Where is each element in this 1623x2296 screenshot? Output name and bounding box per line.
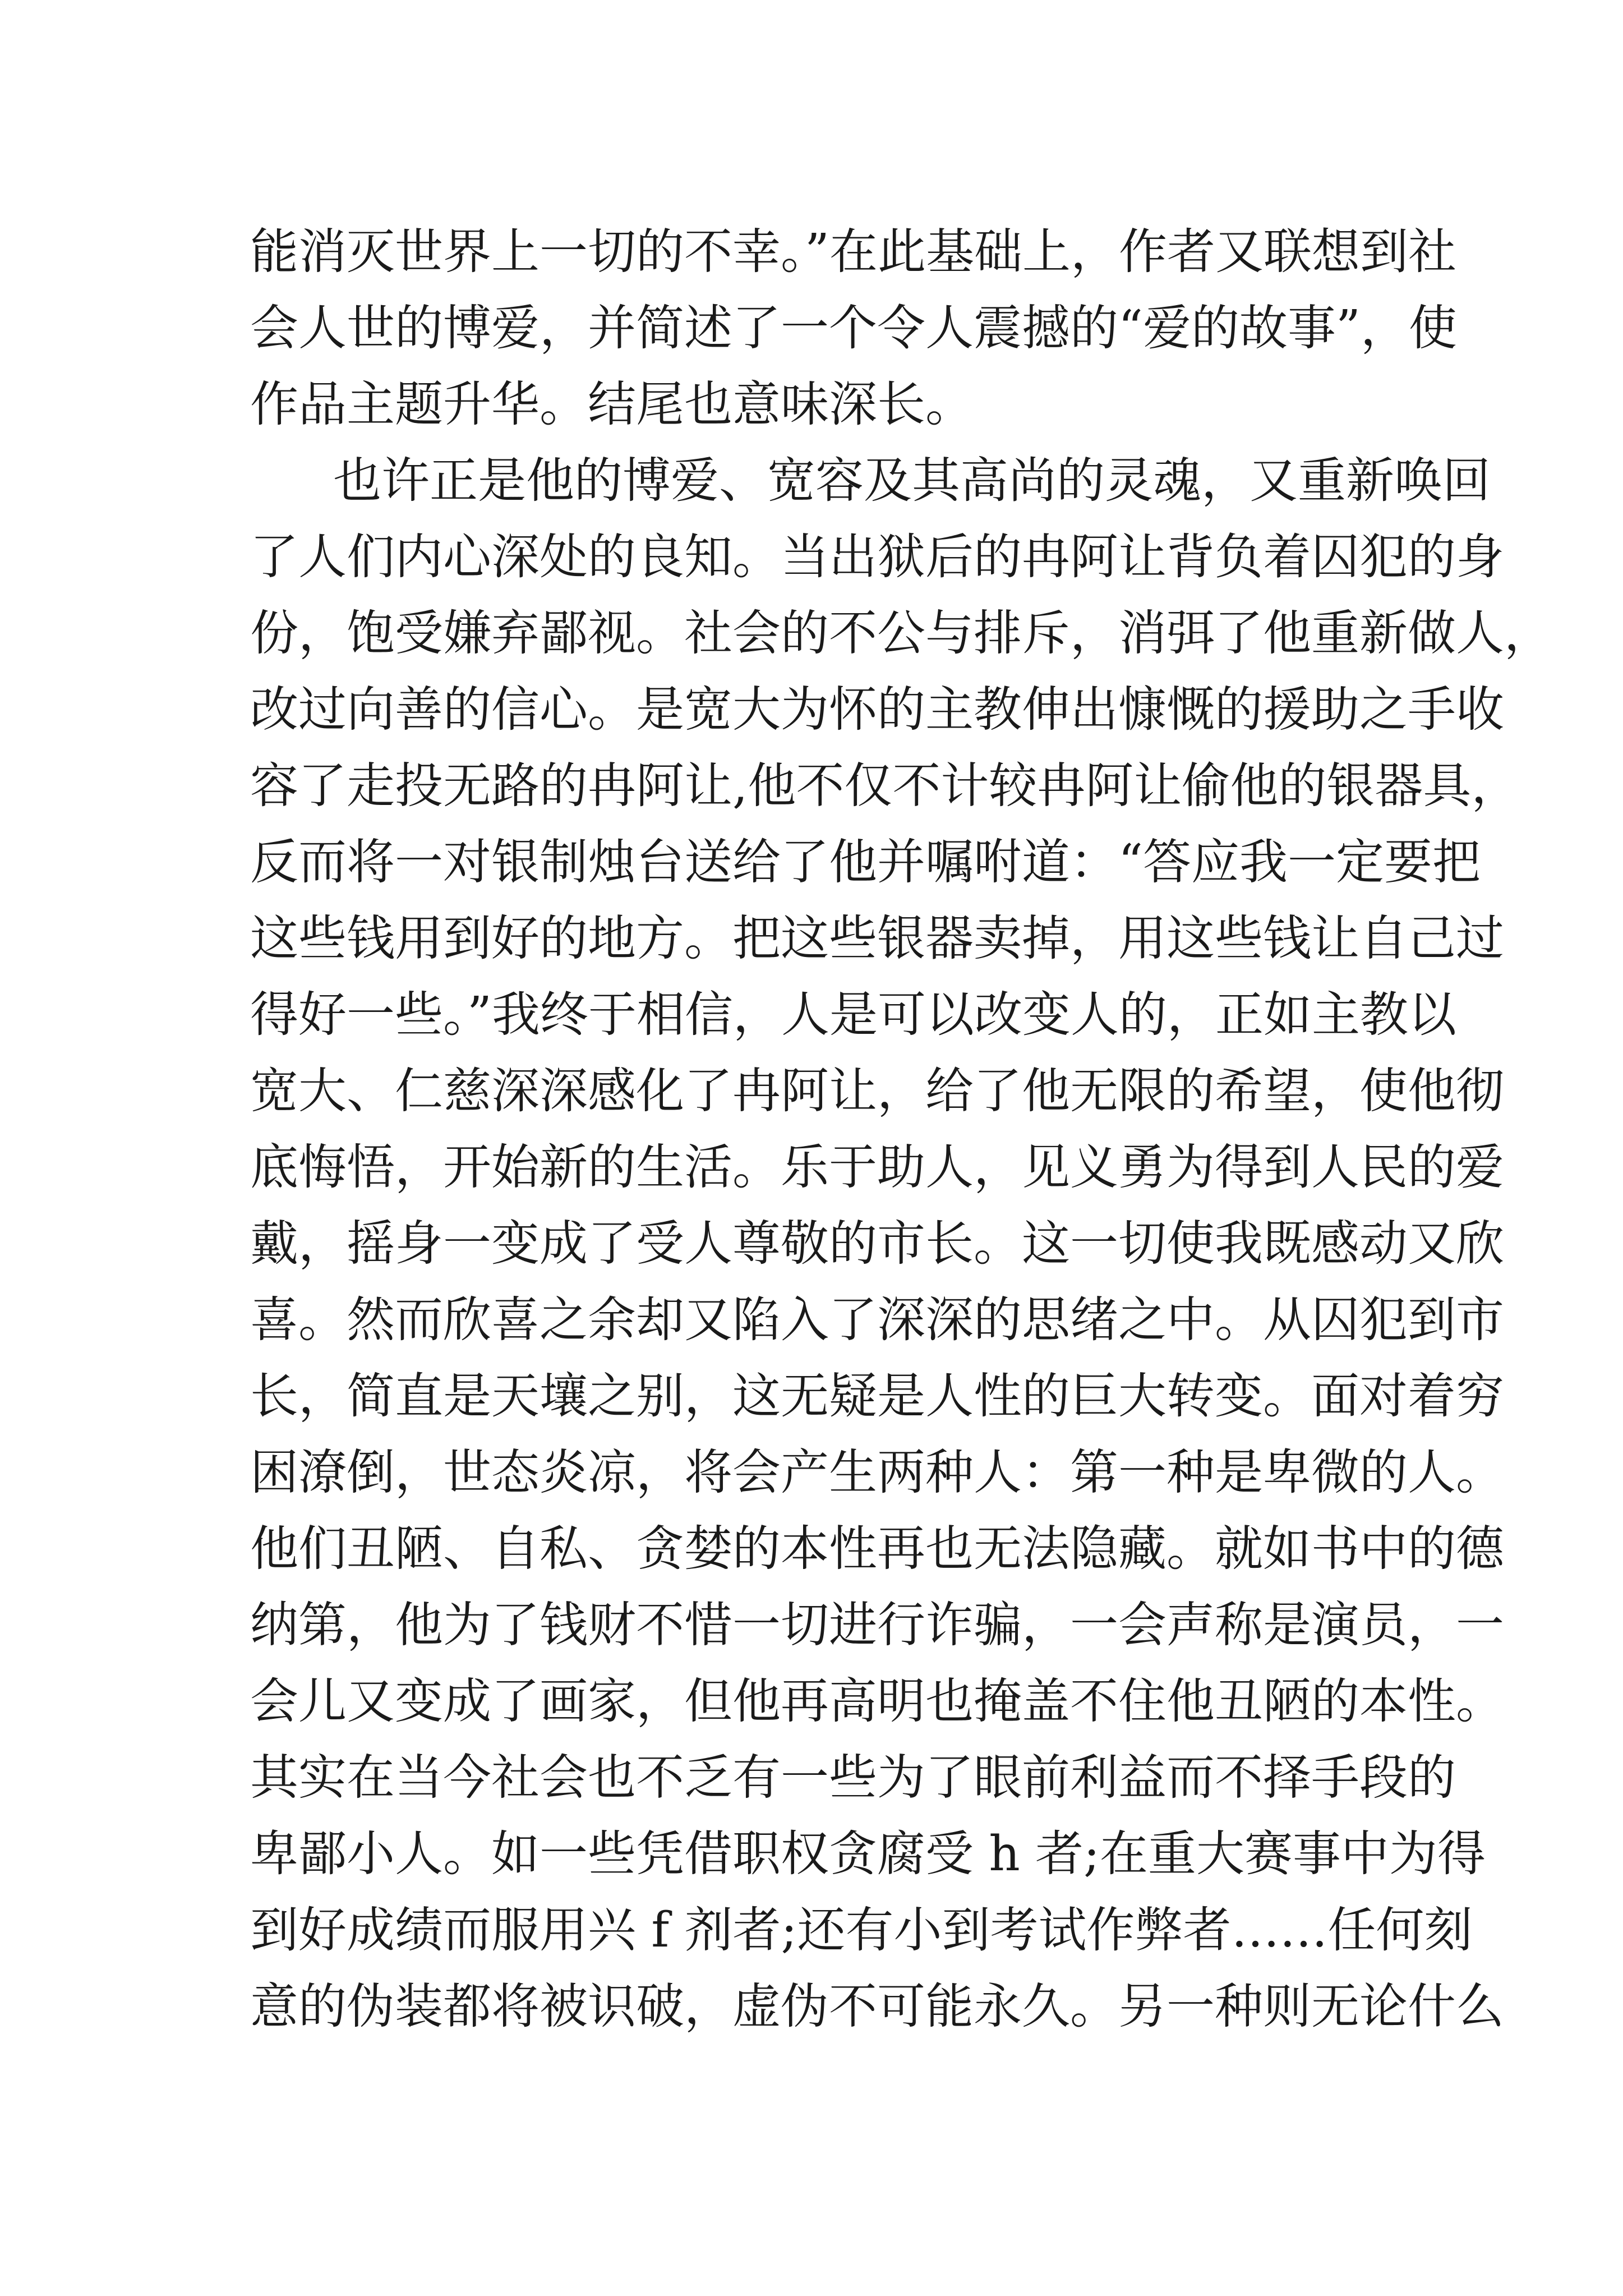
- text-line: 纳第，他为了钱财不惜一切进行诈骗，一会声称是演员，一: [250, 1597, 1504, 1653]
- text-line: 宽大、仁慈深深感化了冉阿让，给了他无限的希望，使他彻: [250, 1063, 1504, 1119]
- text-line: 容了走投无路的冉阿让,他不仅不计较冉阿让偷他的银器具，: [250, 758, 1520, 814]
- text-line: 戴，摇身一变成了受人尊敬的市长。这一切使我既感动又欣: [250, 1216, 1504, 1272]
- text-line: 会人世的博爱，并简述了一个令人震撼的“爱的故事”，使: [250, 300, 1457, 356]
- text-line: 其实在当今社会也不乏有一些为了眼前利益而不择手段的: [250, 1750, 1456, 1806]
- text-line: 喜。然而欣喜之余却又陷入了深深的思绪之中。从囚犯到市: [250, 1292, 1504, 1348]
- text-line: 得好一些。”我终于相信，人是可以改变人的，正如主教以: [250, 987, 1456, 1043]
- text-line: 意的伪装都将被识破，虚伪不可能永久。另一种则无论什么: [250, 1978, 1504, 2035]
- text-line: 底悔悟，开始新的生活。乐于助人，见义勇为得到人民的爱: [250, 1139, 1504, 1195]
- text-line: 到好成绩而服用兴 f 剂者;还有小到考试作弊者……任何刻: [250, 1902, 1473, 1958]
- text-line: 作品主题升华。结尾也意味深长。: [250, 376, 974, 432]
- text-line: 改过向善的信心。是宽大为怀的主教伸出慷慨的援助之手收: [250, 682, 1504, 738]
- text-line: 困潦倒，世态炎凉，将会产生两种人：第一种是卑微的人。: [250, 1444, 1504, 1501]
- text-line: 这些钱用到好的地方。把这些银器卖掉，用这些钱让自己过: [250, 910, 1504, 967]
- text-line: 会儿又变成了画家，但他再高明也掩盖不住他丑陋的本性。: [250, 1673, 1504, 1729]
- text-line: 反而将一对银制烛台送给了他并嘱咐道：“答应我一定要把: [250, 834, 1481, 890]
- text-line: 他们丑陋、自私、贪婪的本性再也无法隐藏。就如书中的德: [250, 1521, 1504, 1577]
- paragraph-first-line: 也许正是他的博爱、宽容及其高尚的灵魂，又重新唤回: [333, 453, 1491, 509]
- text-line: 份，饱受嫌弃鄙视。社会的不公与排斥，消弭了他重新做人，: [250, 605, 1552, 661]
- text-line: 能消灭世界上一切的不幸。”在此基础上，作者又联想到社: [250, 224, 1456, 280]
- text-line: 了人们内心深处的良知。当出狱后的冉阿让背负着囚犯的身: [250, 529, 1504, 585]
- text-line: 卑鄙小人。如一些凭借职权贪腐受 h 者;在重大赛事中为得: [250, 1826, 1486, 1882]
- text-line: 长，简直是天壤之别，这无疑是人性的巨大转变。面对着穷: [250, 1368, 1504, 1424]
